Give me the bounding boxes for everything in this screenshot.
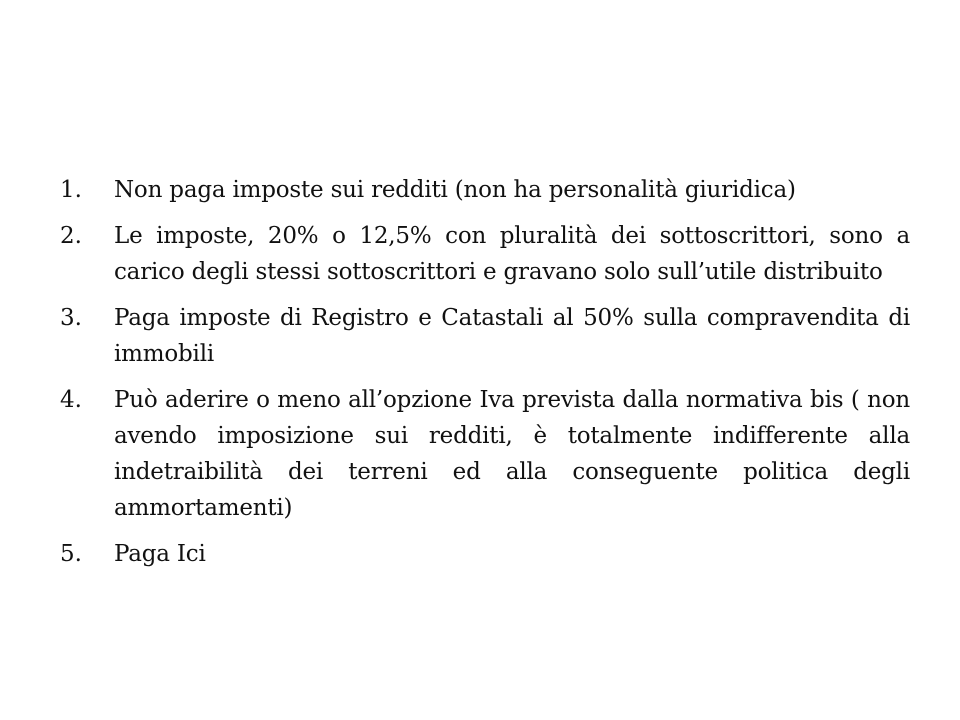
list-item [60, 172, 910, 208]
list-item [60, 300, 910, 372]
list-item-text: Non paga imposte sui redditi (non ha personalità giuridica) [114, 177, 796, 203]
list-item [60, 382, 910, 526]
list-item [60, 218, 910, 290]
list-item-text: Le imposte, 20% o 12,5% con pluralità dei sottoscrittori, sono a carico degli stessi sottoscrittori e gravano solo sull’utile distribuito [114, 223, 910, 285]
list-item-text: Paga imposte di Registro e Catastali al 50% sulla compravendita di immobili [114, 305, 910, 367]
list-item-text: Paga Ici [114, 541, 206, 567]
list-item [60, 536, 910, 572]
numbered-list [60, 172, 910, 582]
list-item-number: 5. [60, 541, 82, 567]
list-item-number: 1. [60, 177, 82, 203]
list-item-text: Può aderire o meno all’opzione Iva prevista dalla normativa bis ( non avendo imposizione sui redditi, è totalmente indifferente alla indetraibilità dei terreni ed alla conseguente politica degli ammortamenti) [114, 387, 910, 521]
list-item-number: 3. [60, 305, 82, 331]
list-item-number: 4. [60, 387, 82, 413]
list-item-number: 2. [60, 223, 82, 249]
